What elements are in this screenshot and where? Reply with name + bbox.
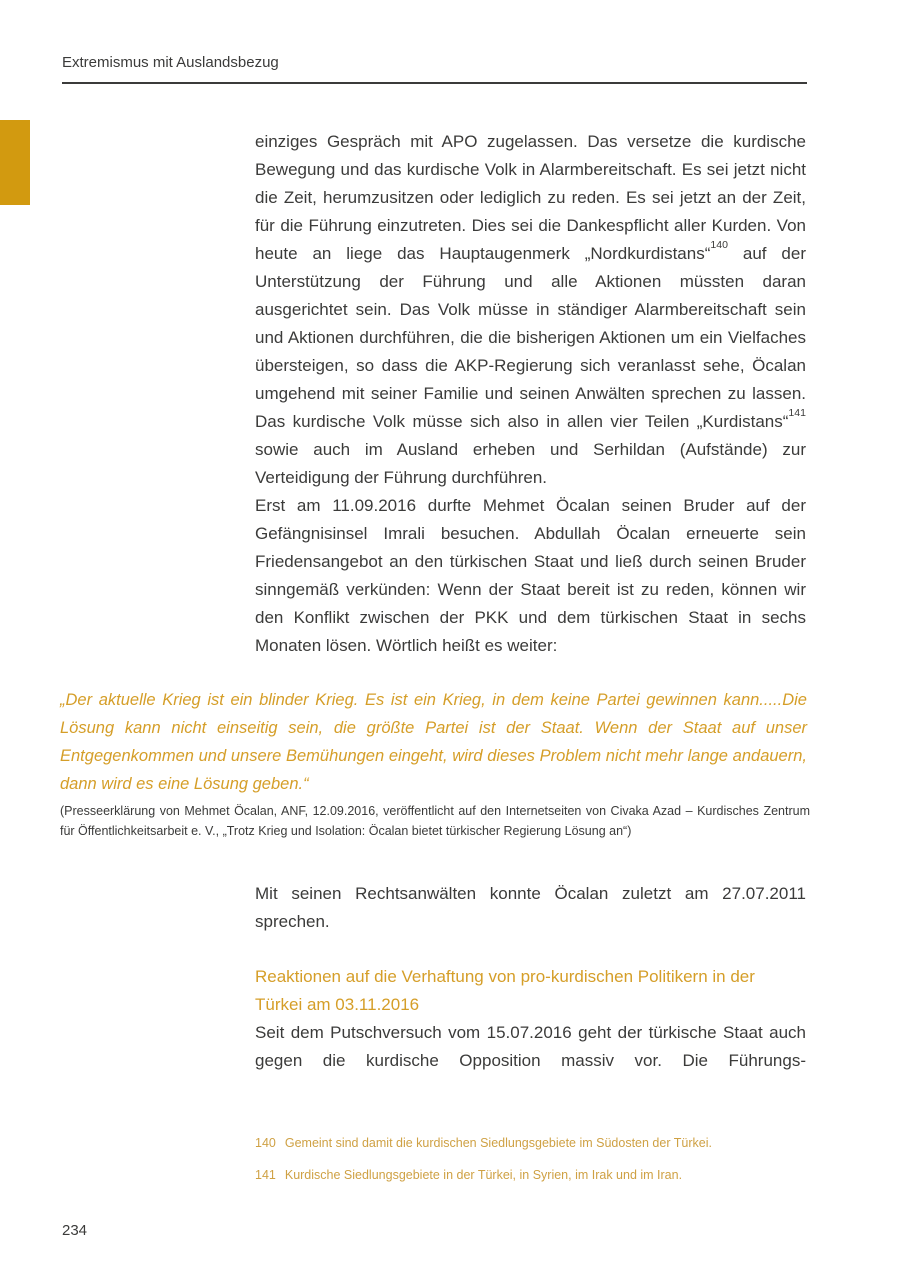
paragraph-lawyers: Mit seinen Rechtsanwälten konnte Öcalan zuletzt am 27.07.2011 sprechen. [255,884,806,931]
footnote-text: Gemeint sind damit die kurdischen Siedlungsgebiete im Südosten der Türkei. [284,1136,712,1150]
blockquote-ocalan: „Der aktuelle Krieg ist ein blinder Krieg. Es ist ein Krieg, in dem keine Partei gewinnen kann.....Die Lösung kann nicht einseitig sein, die größte Partei ist der Staat. Wenn der Staat auf unser Entgegenkommen und unsere Bemühungen eingeht, wird dieses Problem nicht mehr lange andauern, dann wird es eine Lösung geben.“ [60,691,807,793]
header-rule [62,82,807,84]
footnote-141 [255,1166,865,1184]
footnote-number: 140 [255,1136,276,1150]
section-heading: Reaktionen auf die Verhaftung von pro-kurdischen Politikern in der Türkei am 03.11.2016 [255,967,755,1014]
paragraph-prison-visit: Erst am 11.09.2016 durfte Mehmet Öcalan seinen Bruder auf der Gefängnisinsel Imrali besuchen. Abdullah Öcalan erneuerte sein Friedensangebot an den türkischen Staat und ließ durch seinen Bruder sinngemäß verkünden: Wenn der Staat bereit ist zu reden, können wir den Konflikt zwischen der PKK und dem türkischen Staat in sechs Monaten lösen. Wörtlich heißt es weiter: [255,496,806,655]
lawyer-paragraph-block [255,880,806,936]
footnote-text: Kurdische Siedlungsgebiete in der Türkei, in Syrien, im Irak und im Iran. [284,1168,683,1182]
running-header-title: Extremismus mit Auslandsbezug [62,54,279,71]
footnote-number: 141 [255,1168,276,1182]
footnote-140 [255,1134,865,1152]
paragraph-putsch: Seit dem Putschversuch vom 15.07.2016 geht der türkische Staat auch gegen die kurdische Opposition massiv vor. Die Führungs- [255,1023,806,1070]
margin-accent-tab [0,120,30,205]
page-number: 234 [62,1222,88,1239]
paragraph-ocalan-appeal: einziges Gespräch mit APO zugelassen. Das versetze die kurdische Bewegung und das kurdische Volk in Alarmbereitschaft. Es sei jetzt nicht die Zeit, herumzusitzen oder lediglich zu reden. Es sei jetzt an der Zeit, für die Führung einzutreten. Dies sei die Dankespflicht aller Kurden. Von heute an liege das Hauptaugenmerk „Nordkurdistans“$^{140}$ auf der Unterstützung der Führung und alle Aktionen müssten daran ausgerichtet sein. Das Volk müsse in ständiger Alarmbereitschaft sein und Aktionen durchführen, die die bisherigen Aktionen um ein Vielfaches übersteigen, so dass die AKP-Regierung sich veranlasst sehe, Öcalan umgehend mit seiner Familie und seinen Anwälten sprechen zu lassen. Das kurdische Volk müsse sich also in allen vier Teilen „Kurdistans“$^{141}$ sowie auch im Ausland erheben und Serhildan (Aufstände) zur Verteidigung der Führung durchführen. [255,132,806,487]
quote-source-note: (Presseerklärung von Mehmet Öcalan, ANF, 12.09.2016, veröffentlicht auf den Internetseiten von Civaka Azad – Kurdisches Zentrum für Öffentlichkeitsarbeit e. V., „Trotz Krieg und Isolation: Öcalan bietet türkischer Regierung Lösung an“) [60,804,810,838]
main-text-block [255,128,806,660]
section-block [255,963,806,1075]
